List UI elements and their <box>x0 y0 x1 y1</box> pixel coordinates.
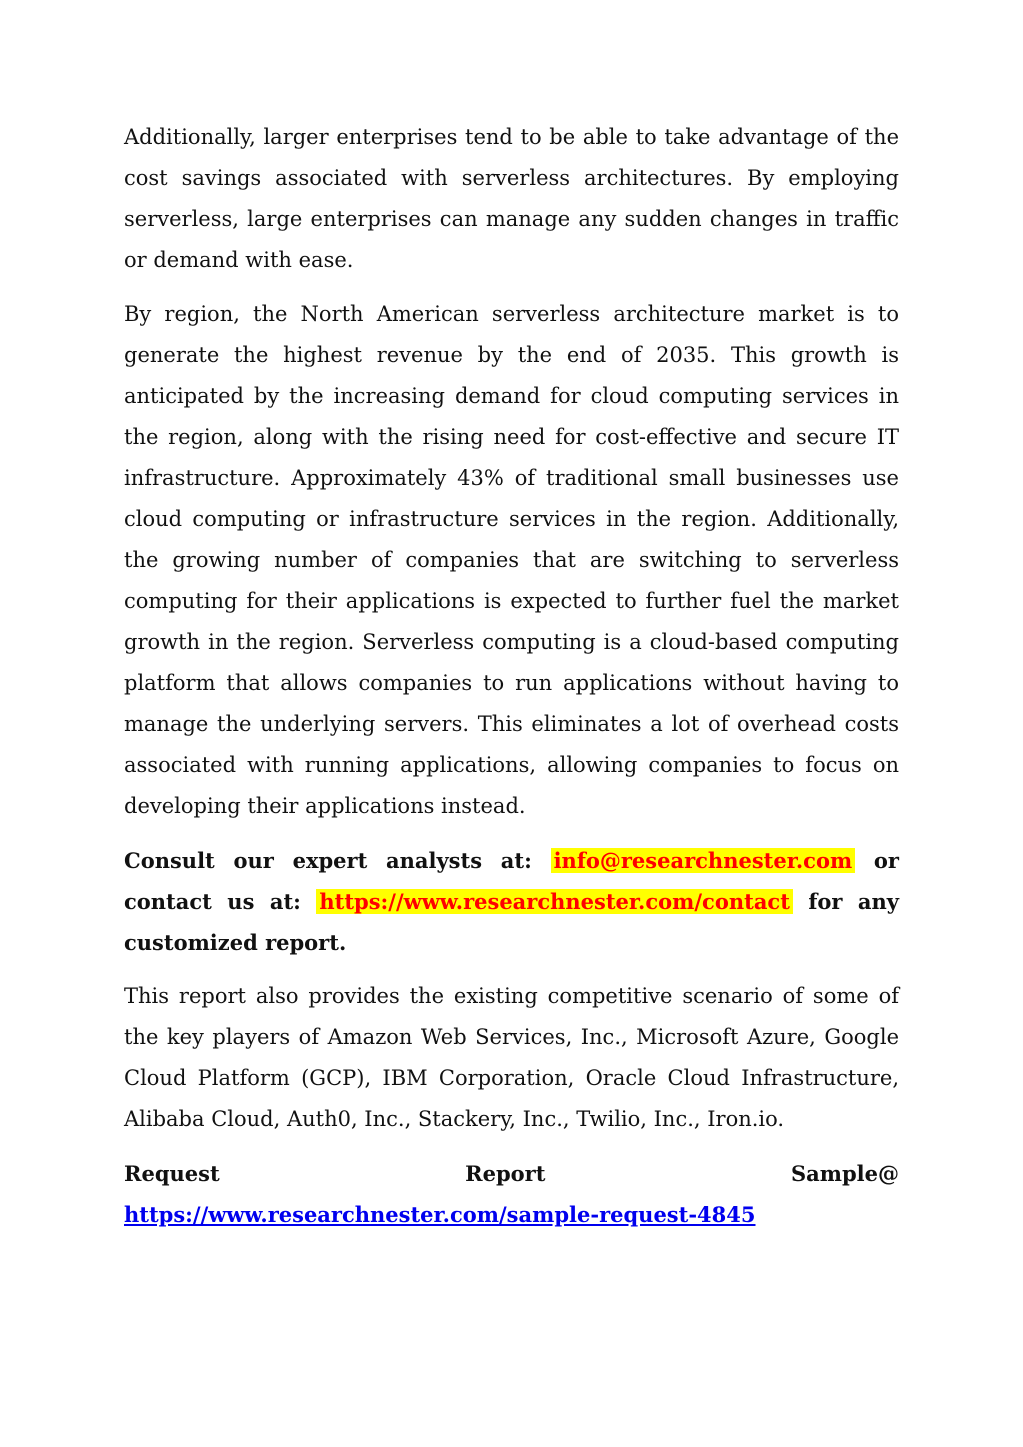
consult-lead-text: Consult our expert analysts at: <box>124 848 532 873</box>
document-page <box>124 117 899 1236</box>
sample-word: Sample@ <box>790 1161 899 1186</box>
sample-request-link[interactable]: https://www.researchnester.com/sample-request-4845 <box>124 1202 756 1227</box>
email-link[interactable]: info@researchnester.com <box>551 848 856 873</box>
request-word: Request <box>124 1161 220 1186</box>
consult-tail-text: for any customized report. <box>124 889 899 955</box>
report-word: Report <box>465 1161 546 1186</box>
paragraph-north-america: By region, the North American serverless architecture market is to generate the highest revenue by the end of 2035. This growth is anticipated by the increasing demand for cloud computing services in the region, along with the rising need for cost-effective and secure IT infrastructure. Approximately 43% of traditional small businesses use cloud computing or infrastructure services in the region. Additionally, the growing number of companies that are switching to serverless computing for their applications is expected to further fuel the market growth in the region. Serverless computing is a cloud-based computing platform that allows companies to run applications without having to manage the underlying servers. This eliminates a lot of overhead costs associated with running applications, allowing companies to focus on developing their applications instead. <box>124 302 899 818</box>
consult-mid-text: or contact us at: <box>124 848 899 914</box>
contact-link[interactable]: https://www.researchnester.com/contact <box>316 889 793 914</box>
request-sample-line <box>124 1153 899 1194</box>
paragraph-key-players: This report also provides the existing competitive scenario of some of the key players of Amazon Web Services, Inc., Microsoft Azure, Google Cloud Platform (GCP), IBM Corporation, Oracle Cloud Infrastructure, Alibaba Cloud, Auth0, Inc., Stackery, Inc., Twilio, Inc., Iron.io. <box>124 984 899 1131</box>
paragraph-enterprises: Additionally, larger enterprises tend to be able to take advantage of the cost savings associated with serverless architectures. By employing serverless, large enterprises can manage any sudden changes in traffic or demand with ease. <box>124 125 899 272</box>
consult-paragraph <box>124 840 899 963</box>
sample-request-line <box>124 1194 899 1236</box>
